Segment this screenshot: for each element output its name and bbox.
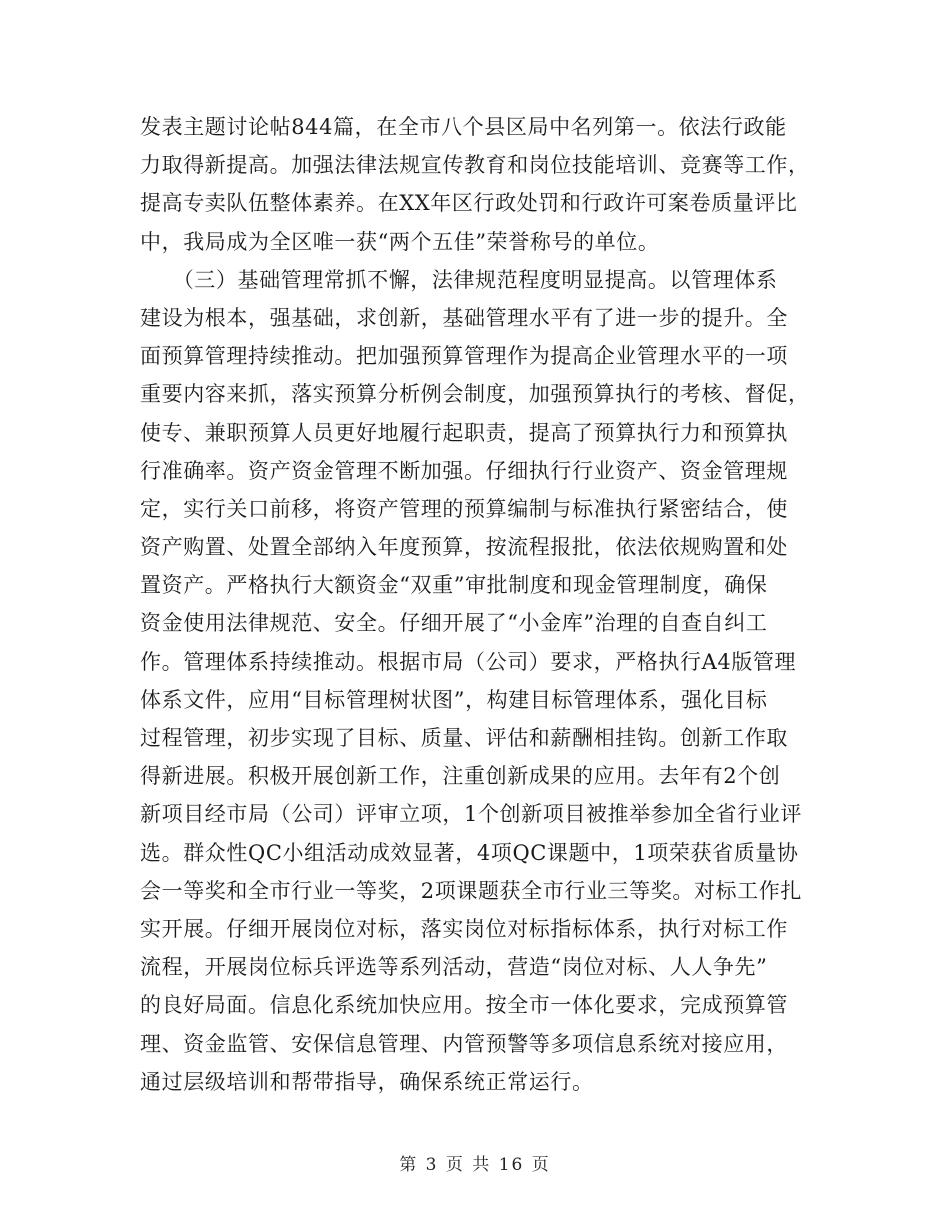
text-line: 置资产。严格执行大额资金“双重”审批制度和现金管理制度，确保 [140, 573, 768, 598]
text-line: 建设为根本，强基础，求创新，基础管理水平有了进一步的提升。全 [140, 305, 788, 330]
page-number-footer: 第 3 页 共 16 页 [399, 1155, 551, 1175]
text-line: 发表主题讨论帖844篇，在全市八个县区局中名列第一。依法行政能 [140, 115, 787, 139]
text-line: 新项目经市局（公司）评审立项，1个创新项目被推举参加全省行业评 [140, 802, 802, 827]
text-line: 理、资金监管、安保信息管理、内管预警等多项信息系统对接应用， [140, 1031, 788, 1056]
text-line: 定，实行关口前移，将资产管理的预算编制与标准执行紧密结合，使 [140, 496, 788, 521]
text-line: 的良好局面。信息化系统加快应用。按全市一体化要求，完成预算管 [140, 993, 788, 1018]
text-line: 作。管理体系持续推动。根据市局（公司）要求，严格执行A4版管理 [140, 649, 797, 674]
text-line: 资金使用法律规范、安全。仔细开展了“小金库”治理的自查自纠工 [140, 611, 768, 636]
body-text [140, 108, 812, 1101]
text-line: 行准确率。资产资金管理不断加强。仔细执行行业资产、资金管理规 [140, 458, 788, 483]
text-line: 资产购置、处置全部纳入年度预算，按流程报批，依法依规购置和处 [140, 535, 788, 560]
text-line: 使专、兼职预算人员更好地履行起职责，提高了预算执行力和预算执 [140, 420, 788, 445]
text-line: 过程管理，初步实现了目标、质量、评估和薪酬相挂钩。创新工作取 [140, 726, 788, 750]
text-line: 得新进展。积极开展创新工作，注重创新成果的应用。去年有2个创 [140, 764, 781, 789]
text-line: 中，我局成为全区唯一获“两个五佳”荣誉称号的单位。 [140, 229, 660, 254]
text-line: （三）基础管理常抓不懈，法律规范程度明显提高。以管理体系 [140, 267, 778, 292]
text-line: 面预算管理持续推动。把加强预算管理作为提高企业管理水平的一项 [140, 344, 788, 369]
text-line: 通过层级培训和帮带指导，确保系统正常运行。 [140, 1069, 594, 1094]
text-line: 提高专卖队伍整体素养。在XX年区行政处罚和行政许可案卷质量评比 [140, 191, 798, 216]
text-line: 体系文件，应用“目标管理树状图”，构建目标管理体系，强化目标 [140, 687, 768, 712]
text-line: 力取得新提高。加强法律法规宣传教育和岗位技能培训、竞赛等工作， [140, 153, 810, 178]
text-line: 流程，开展岗位标兵评选等系列活动，营造“岗位对标、人人争先” [140, 955, 768, 980]
text-line: 重要内容来抓，落实预算分析例会制度，加强预算执行的考核、督促， [140, 382, 810, 407]
text-line: 实开展。仔细开展岗位对标，落实岗位对标指标体系，执行对标工作 [140, 916, 788, 941]
text-line: 会一等奖和全市行业一等奖，2项课题获全市行业三等奖。对标工作扎 [140, 878, 802, 903]
text-line: 选。群众性QC小组活动成效显著，4项QC课题中，1项荣获省质量协 [140, 840, 799, 865]
